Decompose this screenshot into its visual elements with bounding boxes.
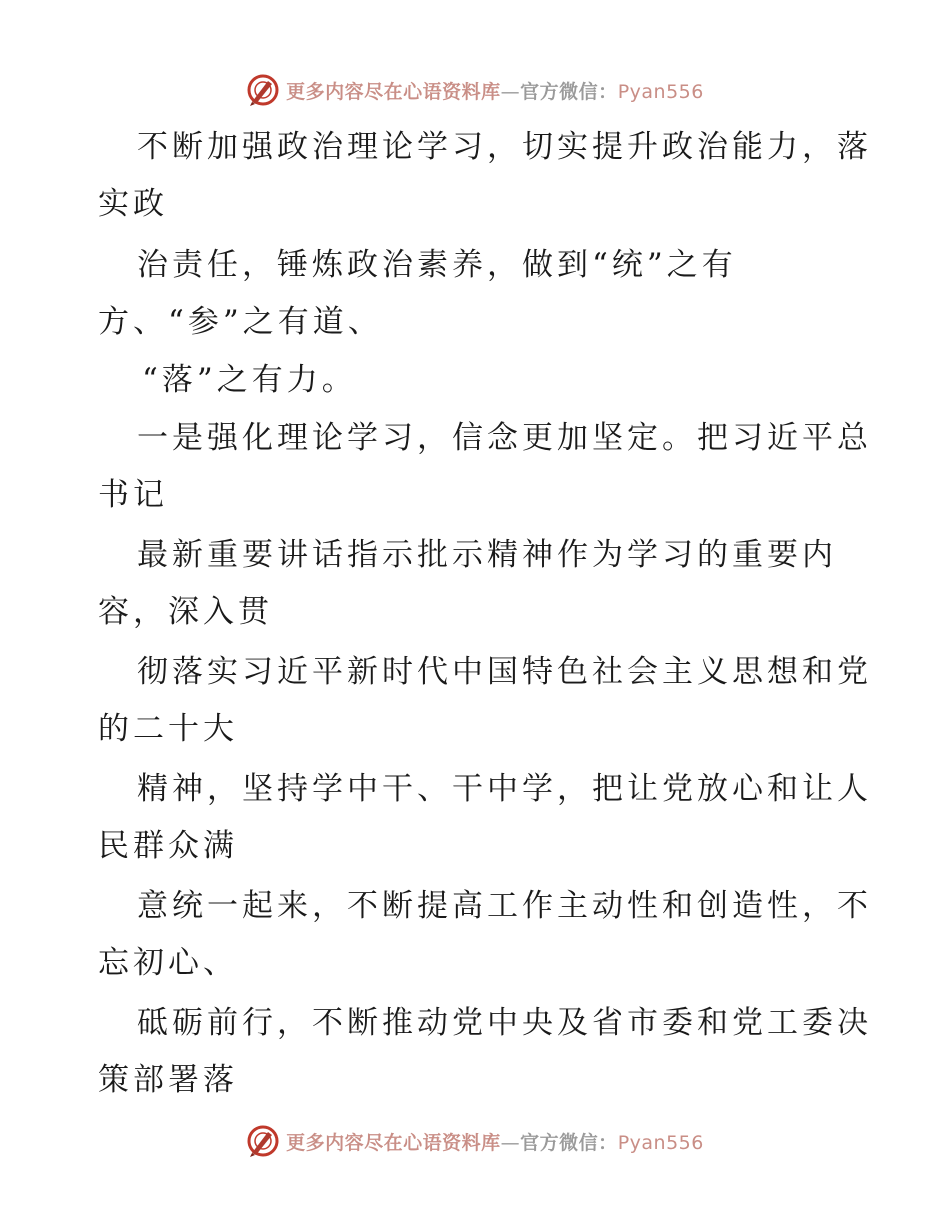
footer-watermark xyxy=(0,1121,950,1161)
text-line: 最新重要讲话指示批示精神作为学习的重要内 xyxy=(137,537,837,573)
watermark-site: 更多内容尽在心语资料库 xyxy=(286,80,501,103)
text-line: 一是强化理论学习，信念更加坚定。把习近平总 xyxy=(137,420,872,456)
watermark-dash: — xyxy=(500,1131,521,1154)
text-line: 彻落实习近平新时代中国特色社会主义思想和党 xyxy=(137,654,872,690)
text-line: 策部署落 xyxy=(98,1062,238,1098)
header-watermark xyxy=(0,70,950,110)
text-line: 治责任，锤炼政治素养，做到“统”之有 xyxy=(137,247,737,283)
text-line: 不断加强政治理论学习，切实提升政治能力，落 xyxy=(137,129,872,165)
watermark-text xyxy=(286,77,704,104)
watermark-dash: — xyxy=(500,80,521,103)
watermark-site: 更多内容尽在心语资料库 xyxy=(286,1131,501,1154)
pen-logo-icon xyxy=(246,1124,280,1158)
text-line: 实政 xyxy=(98,186,168,222)
text-line: 砥砺前行，不断推动党中央及省市委和党工委决 xyxy=(137,1005,872,1041)
text-line: 书记 xyxy=(98,477,168,513)
watermark-wechat-id: Pyan556 xyxy=(617,80,704,103)
text-line: 方、“参”之有道、 xyxy=(98,304,383,340)
text-line: 民群众满 xyxy=(98,828,238,864)
watermark-wechat-label: 官方微信： xyxy=(520,1131,618,1154)
text-line: 意统一起来，不断提高工作主动性和创造性，不 xyxy=(137,888,872,924)
watermark-text xyxy=(286,1128,704,1155)
text-line: 精神，坚持学中干、干中学，把让党放心和让人 xyxy=(137,771,872,807)
watermark-wechat-label: 官方微信： xyxy=(520,80,618,103)
watermark-wechat-id: Pyan556 xyxy=(617,1131,704,1154)
pen-logo-icon xyxy=(246,73,280,107)
text-line: 容，深入贯 xyxy=(98,594,273,630)
text-line: “落”之有力。 xyxy=(142,362,357,398)
text-line: 的二十大 xyxy=(98,711,238,747)
text-line: 忘初心、 xyxy=(98,945,238,981)
